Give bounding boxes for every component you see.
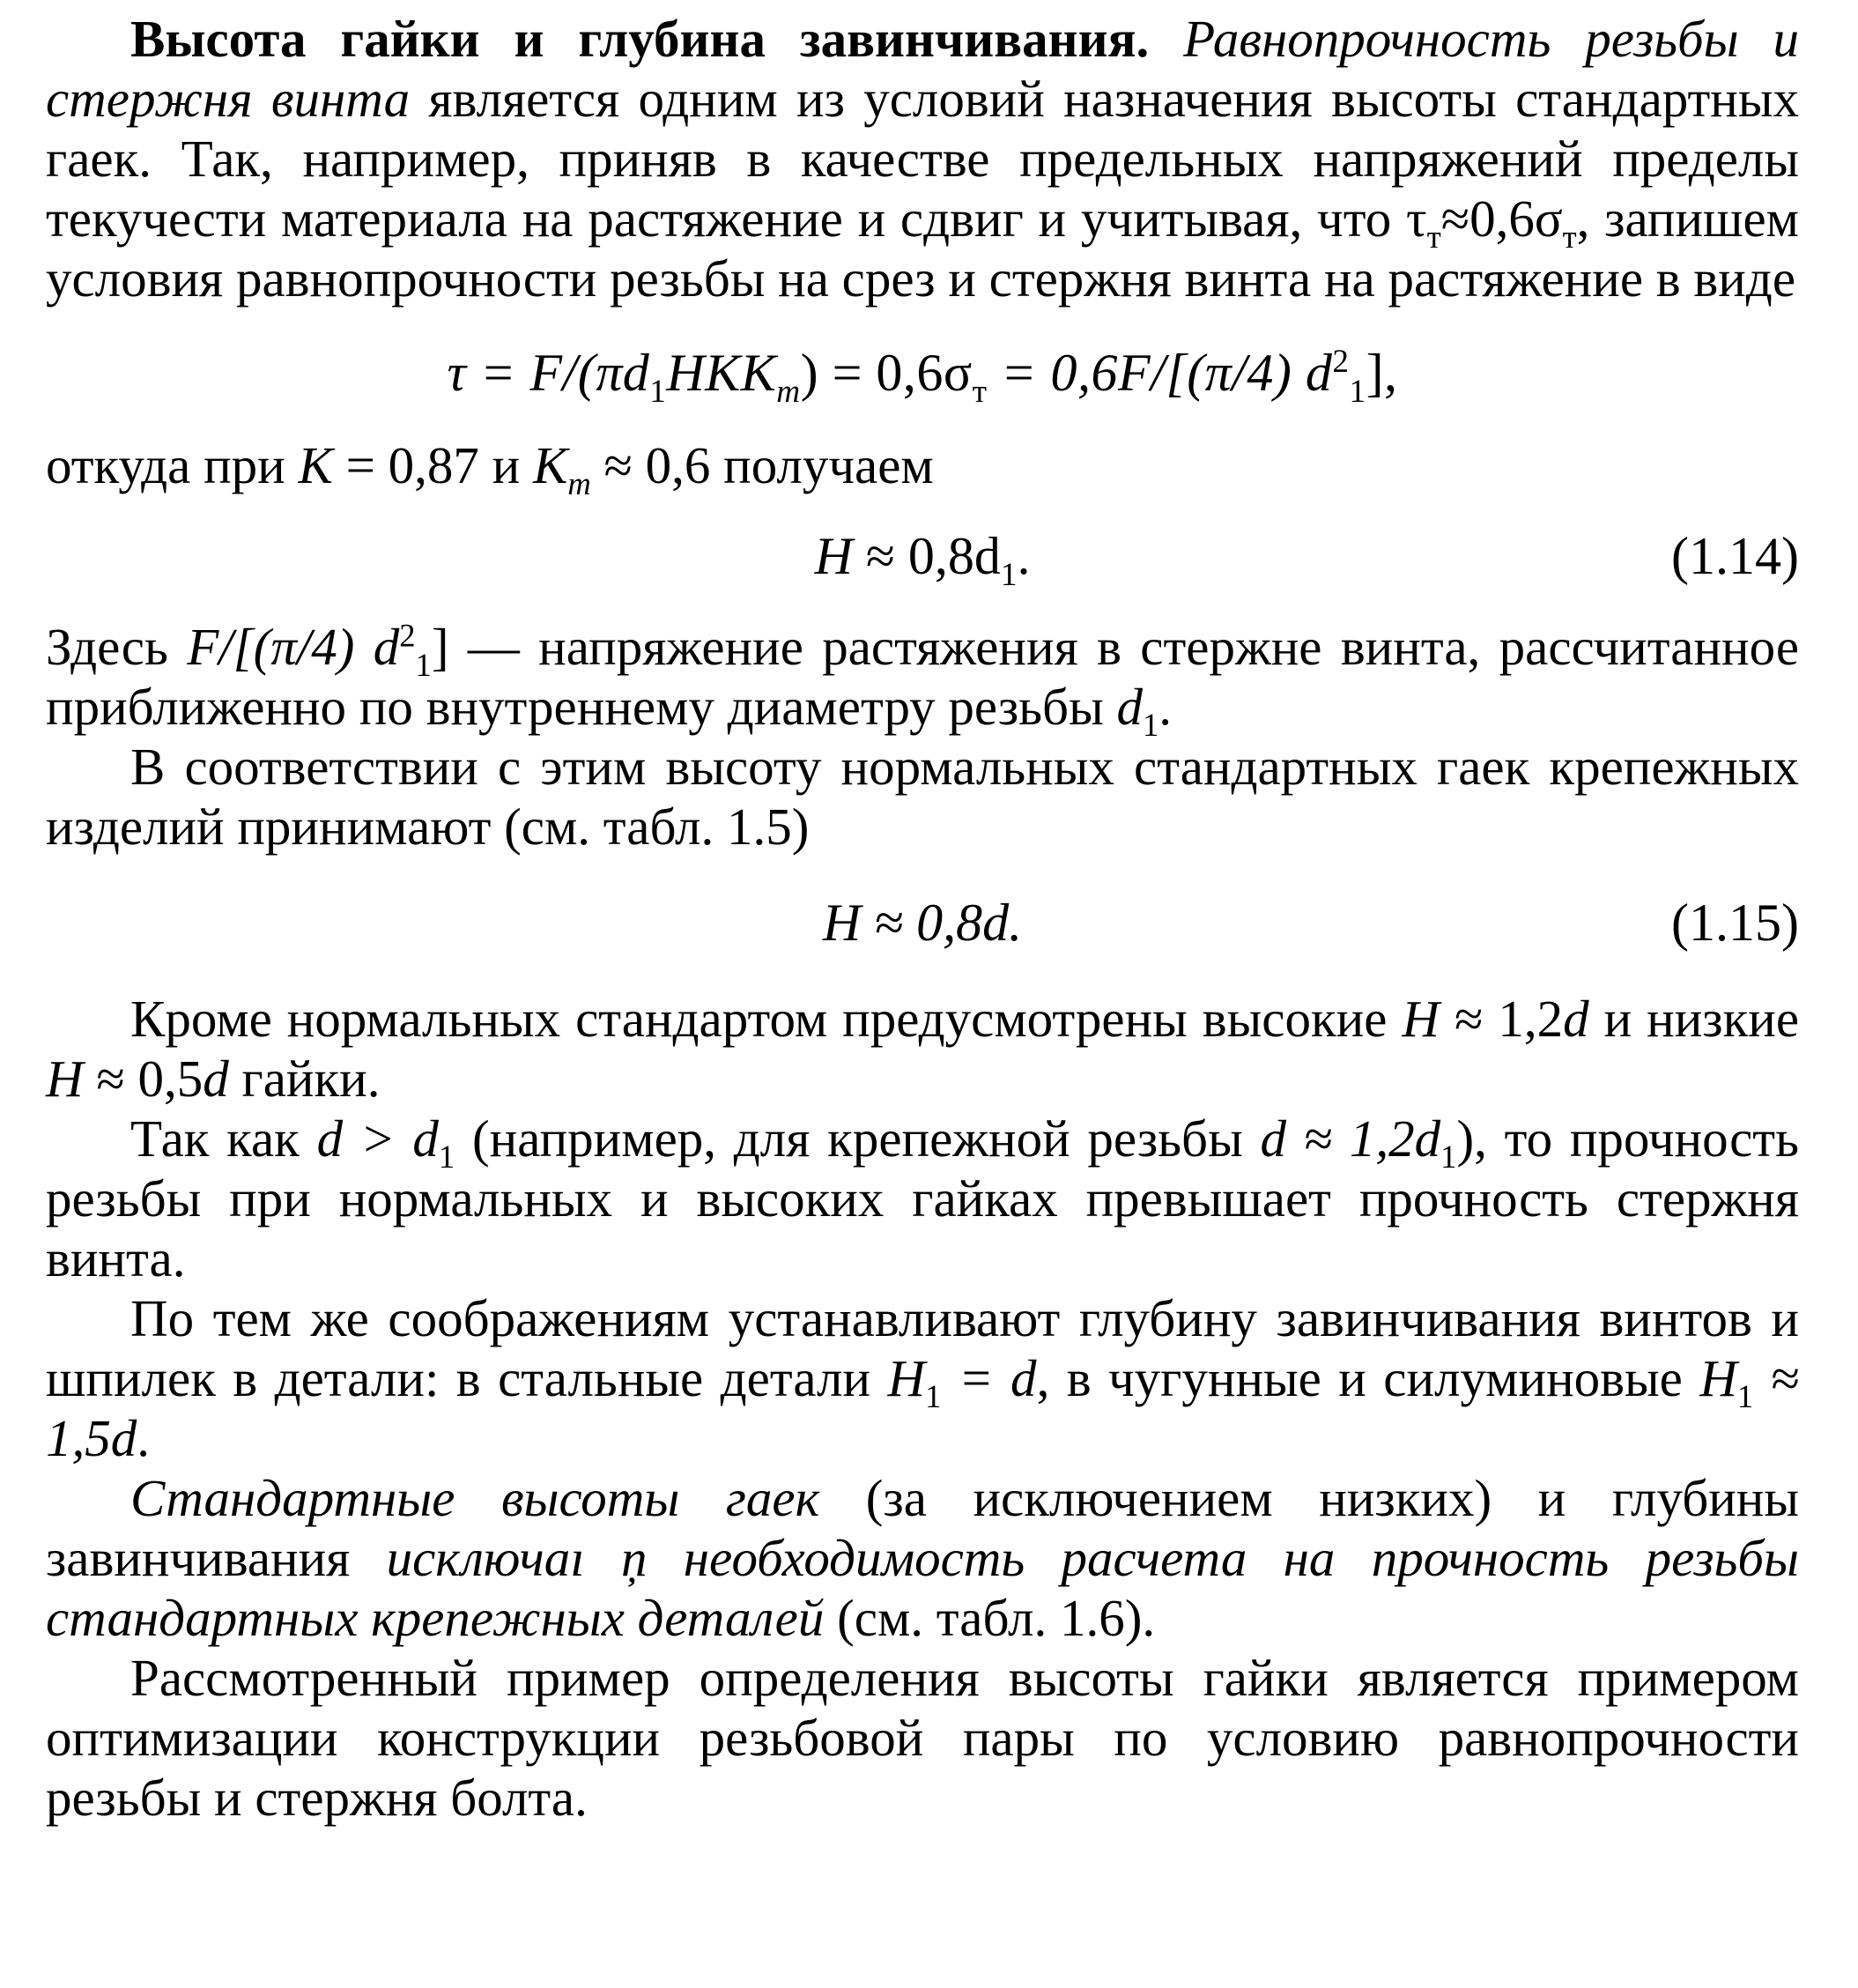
- subscript: 1: [1349, 374, 1366, 410]
- text: — напряжение растяжения в стержне винта, рассчитанное приближенно по внутреннему диаметру резьбы: [46, 618, 1800, 736]
- superscript: 2: [399, 617, 416, 654]
- subscript: 1: [925, 1377, 942, 1414]
- formula-part: HKK: [666, 344, 777, 402]
- subscript: 1: [415, 646, 432, 683]
- text: Здесь: [46, 618, 188, 676]
- text: (см. табл. 1.6).: [824, 1589, 1156, 1647]
- text: (например, для крепежной резьбы: [455, 1109, 1261, 1168]
- formula-part: τ = F/(πd: [447, 344, 650, 402]
- paragraph-since: [46, 1109, 1799, 1288]
- intro-approx: ≈0,6σ: [1440, 189, 1563, 248]
- subscript: 1: [1000, 557, 1018, 593]
- formula-1-14: [46, 525, 1799, 593]
- subscript: 1: [1142, 706, 1159, 743]
- equation-number-1-15: (1.15): [1671, 894, 1799, 952]
- subscript: 1: [1736, 1377, 1754, 1414]
- text: ≈ 1,2: [1440, 990, 1564, 1048]
- formula-part: ],: [1366, 344, 1398, 402]
- paragraph-intro: [46, 9, 1799, 308]
- formula-shear-stress: [46, 342, 1799, 410]
- text: ≈ 0,6 получаем: [590, 436, 934, 494]
- emphasis-equal-strength: Равнопрочность резьбы и стержня винта: [46, 10, 1799, 128]
- formula-part: ≈ 0,8d: [852, 527, 1001, 585]
- formula-part: d ≈ 1,2d: [1260, 1109, 1441, 1168]
- symbol-h: H: [814, 527, 853, 585]
- text: Кроме нормальных стандартом предусмотрены высокие: [130, 990, 1403, 1048]
- symbol-h: H: [887, 1349, 926, 1407]
- formula-part: ]: [431, 618, 449, 676]
- subscript: т: [1562, 218, 1577, 255]
- paragraph-high-low-nuts: [46, 989, 1799, 1109]
- paragraph-here: [46, 617, 1800, 743]
- emphasis-standard-heights: Стандартные высоты гаек: [130, 1469, 820, 1527]
- symbol-d: d: [203, 1050, 229, 1108]
- superscript: 2: [1332, 344, 1350, 380]
- emphasis-no-calculation: исключаı ņ необходимость расчета на прочность резьбы стандартных крепежных деталей: [46, 1529, 1799, 1647]
- formula-part: .: [1017, 527, 1031, 585]
- text: Так как: [130, 1109, 317, 1168]
- formula-part: d > d: [316, 1109, 439, 1168]
- subscript: 1: [438, 1138, 455, 1175]
- subscript: 1: [649, 374, 667, 410]
- intro-text: является одним из условий назначения высоты стандартных гаек. Так, например, приняв в качестве предельных напряжений пределы текучести материала на растяжение и сдвиг и учитывая, что τ: [46, 70, 1799, 248]
- symbol-h: H: [1699, 1349, 1737, 1407]
- equation-number-1-14: (1.14): [1671, 527, 1799, 585]
- paragraph-standard-heights: [46, 1468, 1799, 1648]
- symbol-h: H: [822, 894, 862, 952]
- text: гайки.: [228, 1050, 381, 1108]
- symbol-h: H: [1402, 990, 1440, 1048]
- text: и низкие: [1588, 990, 1799, 1048]
- formula-part: F/[(π/4) d: [187, 618, 400, 676]
- subscript: т: [1426, 218, 1441, 255]
- text: откуда при: [46, 436, 299, 494]
- formula-part: ≈ 0,8d.: [861, 894, 1023, 952]
- paragraph-screw-depth: [46, 1288, 1799, 1468]
- text: , в чугунные и силуминовые: [1036, 1349, 1700, 1407]
- paragraph-accordingly: В соответствии с этим высоту нормальных стандартных гаек крепежных изделий принимают (см. табл. 1.5): [46, 738, 1799, 856]
- formula-part: ≈ 1,5d: [46, 1349, 1799, 1467]
- text: ), то прочность резьбы при нормальных и высоких гайках превышает прочность стержня винта.: [46, 1109, 1800, 1287]
- document-page: [46, 0, 1799, 1828]
- paragraph-conclusion: Рассмотренный пример определения высоты гайки является примером оптимизации конструкции резьбовой пары по условию равнопрочности резьбы и стержня болта.: [46, 1649, 1799, 1827]
- text: По тем же соображениям устанавливают глубину завинчивания винтов и шпилек в детали: в стальные детали: [46, 1289, 1799, 1407]
- formula-expression: [46, 892, 1799, 953]
- symbol-d: d: [1116, 678, 1143, 736]
- subscript: m: [776, 374, 801, 410]
- symbol-km: K: [532, 436, 568, 494]
- intro-end-text: , запишем условия равнопрочности резьбы на срез и стержня винта на растяжение в виде: [46, 189, 1799, 308]
- text: = 0,87 и: [332, 436, 533, 494]
- section-heading: Высота гайки и глубина завинчивания.: [130, 10, 1150, 68]
- symbol-k: K: [298, 436, 333, 494]
- paragraph-whence: [46, 435, 1799, 501]
- subscript: т: [972, 374, 988, 410]
- formula-part: = d: [941, 1349, 1037, 1407]
- symbol-h: H: [46, 1050, 84, 1108]
- text: ≈ 0,5: [83, 1050, 204, 1108]
- symbol-d: d: [1563, 990, 1589, 1048]
- formula-expression: [46, 525, 1799, 593]
- text: (за исключением низких) и глубины завинчивания: [46, 1469, 1800, 1587]
- formula-1-15: [46, 892, 1799, 953]
- text: .: [1158, 678, 1173, 736]
- formula-part: = 0,6F/[(π/4) d: [987, 344, 1333, 402]
- subscript: m: [567, 464, 591, 501]
- subscript: 1: [1440, 1138, 1457, 1175]
- formula-part: ) = 0,6σ: [800, 344, 973, 402]
- text: .: [137, 1409, 150, 1467]
